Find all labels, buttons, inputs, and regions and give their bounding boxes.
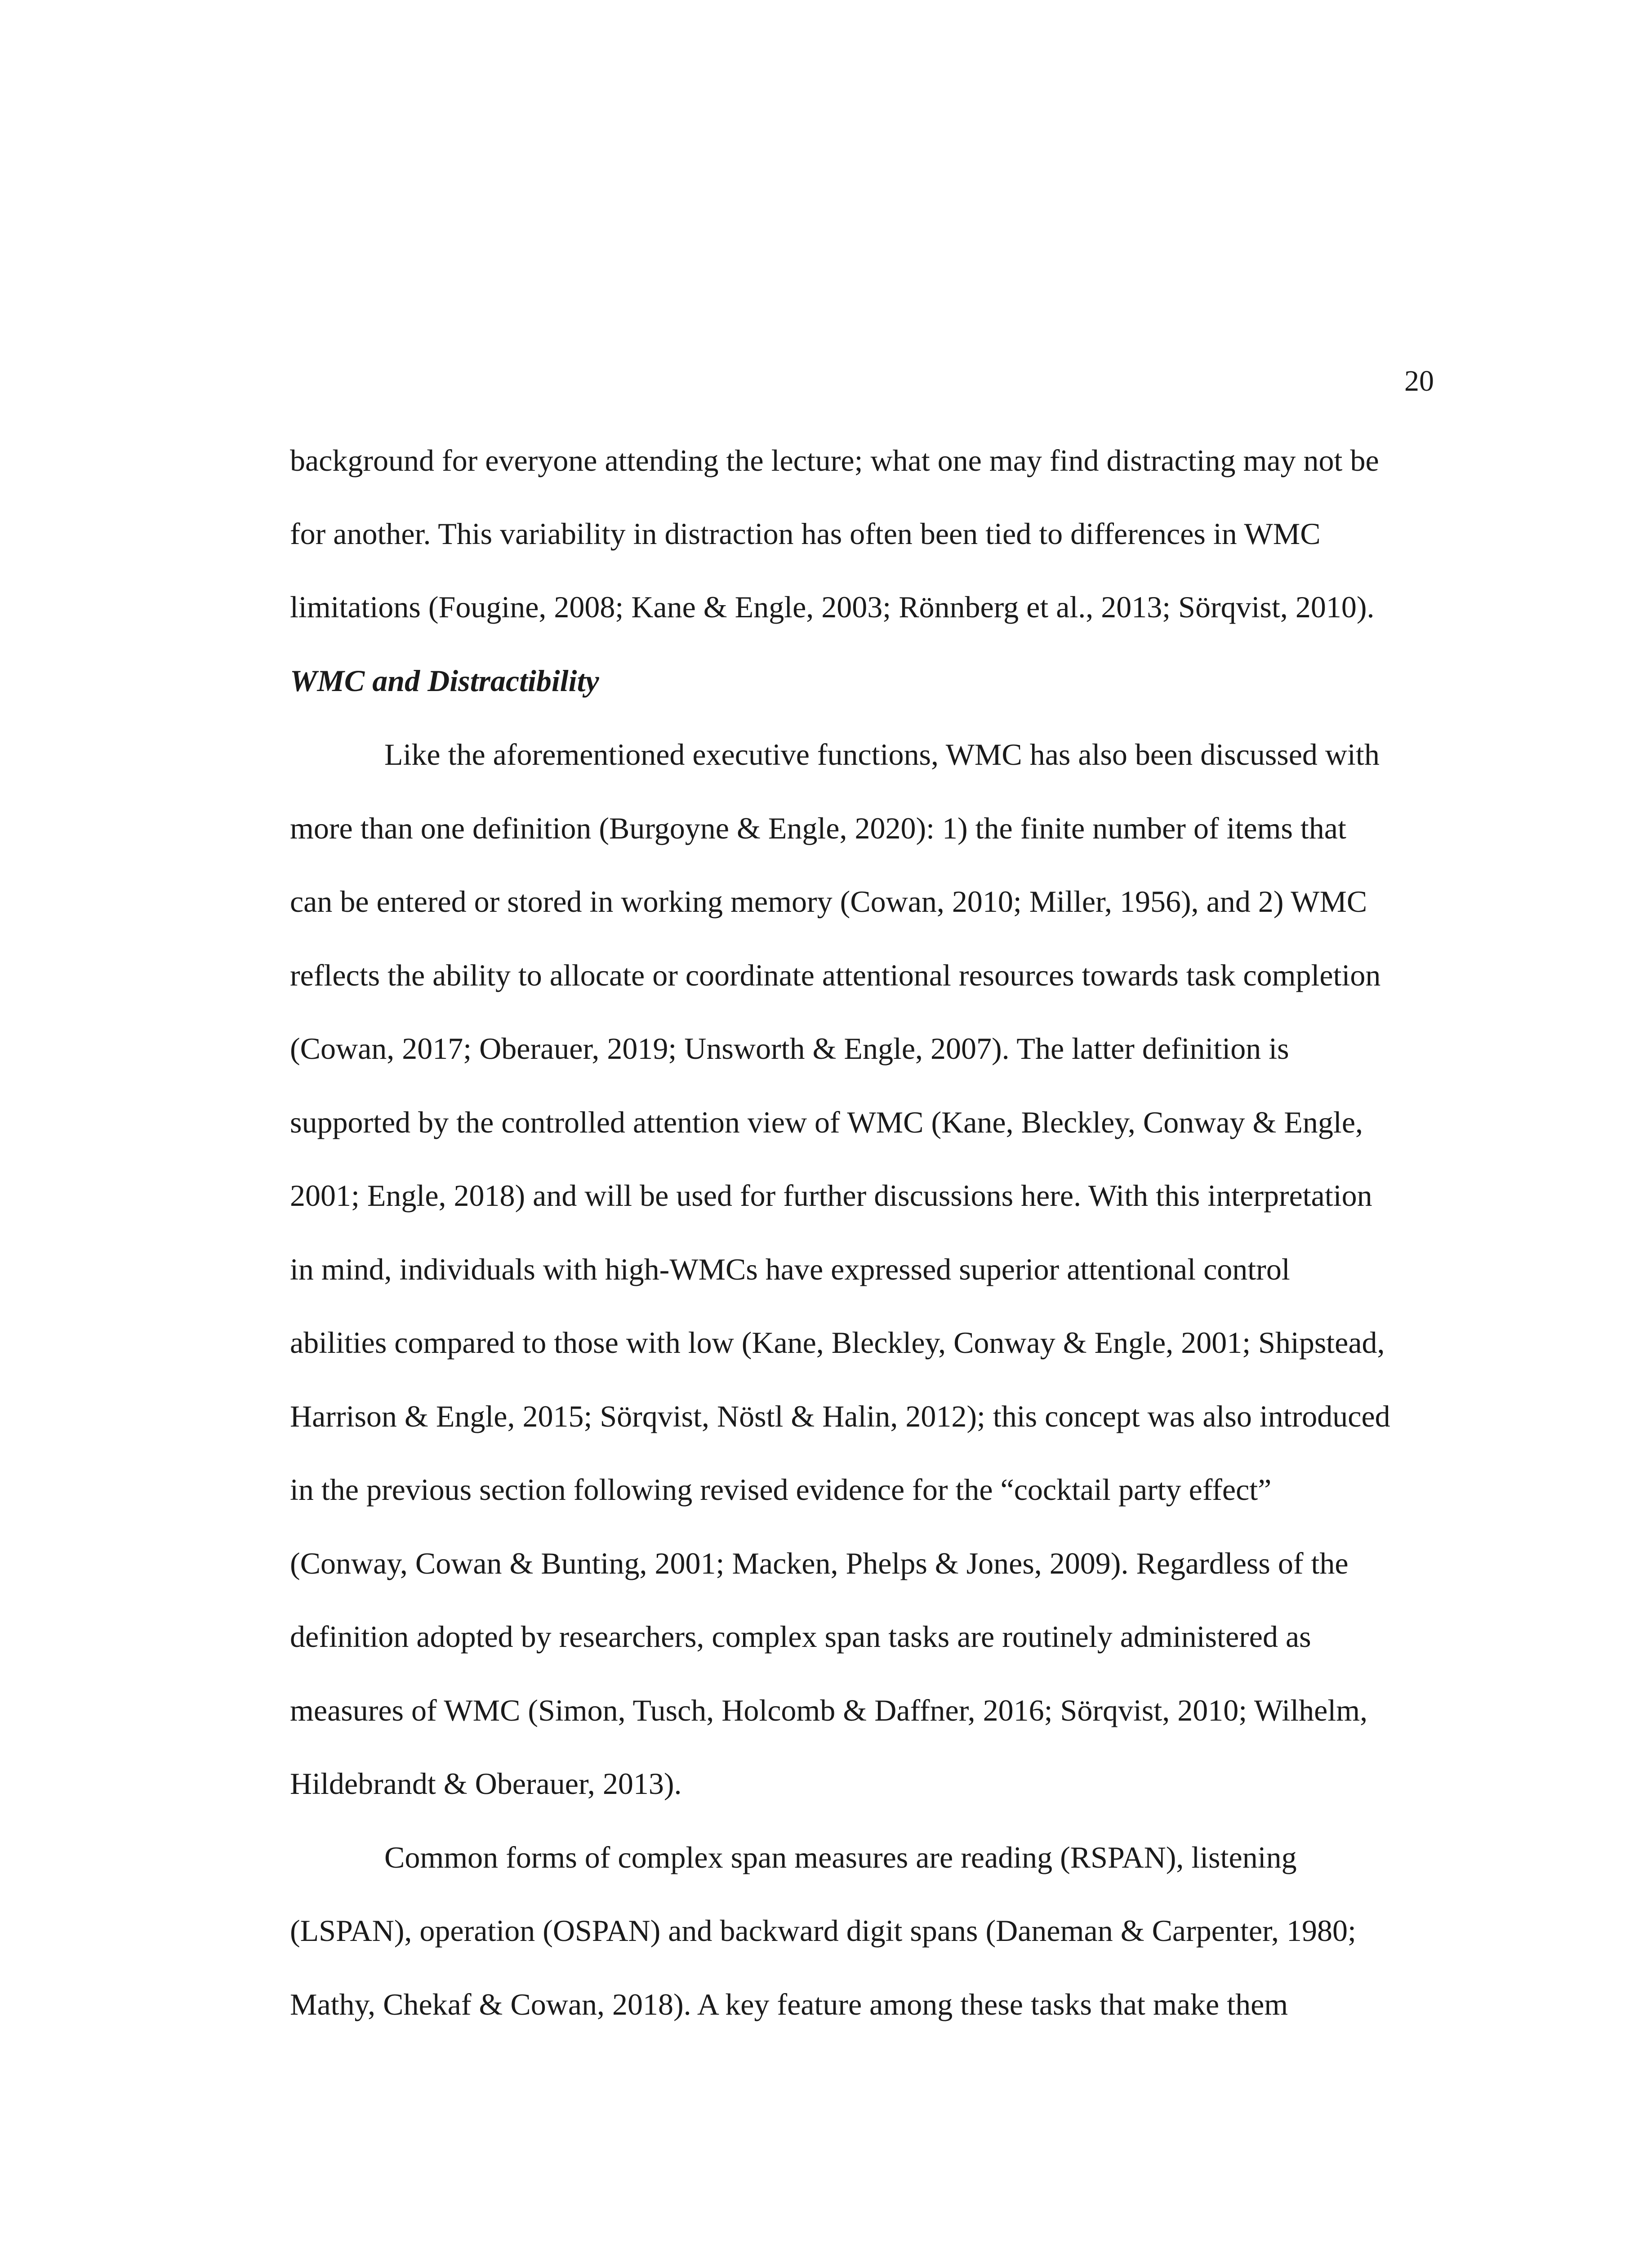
- text-line: definition adopted by researchers, complex span tasks are routinely administered as: [290, 1619, 1311, 1654]
- text-line: reflects the ability to allocate or coordinate attentional resources towards task completion: [290, 958, 1381, 992]
- text-line: background for everyone attending the lecture; what one may find distracting may not be: [290, 443, 1379, 477]
- text-line: Harrison & Engle, 2015; Sörqvist, Nöstl & Halin, 2012); this concept was also introduced: [290, 1399, 1390, 1433]
- text-line: Like the aforementioned executive functions, WMC has also been discussed with: [384, 737, 1380, 772]
- text-line: 2001; Engle, 2018) and will be used for further discussions here. With this interpretation: [290, 1178, 1372, 1213]
- text-line: measures of WMC (Simon, Tusch, Holcomb & Daffner, 2016; Sörqvist, 2010; Wilhelm,: [290, 1693, 1368, 1727]
- text-line: in the previous section following revised evidence for the “cocktail party effect”: [290, 1472, 1272, 1507]
- text-line: Mathy, Chekaf & Cowan, 2018). A key feature among these tasks that make them: [290, 1987, 1288, 2021]
- text-line: limitations (Fougine, 2008; Kane & Engle, 2003; Rönnberg et al., 2013; Sörqvist, 2010).: [290, 590, 1375, 624]
- text-line: Hildebrandt & Oberauer, 2013).: [290, 1766, 682, 1801]
- section-heading: WMC and Distractibility: [290, 664, 599, 698]
- text-line: (Cowan, 2017; Oberauer, 2019; Unsworth & Engle, 2007). The latter definition is: [290, 1031, 1289, 1066]
- text-line: for another. This variability in distraction has often been tied to differences in WMC: [290, 517, 1321, 551]
- text-line: Common forms of complex span measures are reading (RSPAN), listening: [384, 1840, 1297, 1874]
- text-line: can be entered or stored in working memory (Cowan, 2010; Miller, 1956), and 2) WMC: [290, 884, 1367, 919]
- page-number: 20: [1404, 365, 1434, 397]
- text-line: (LSPAN), operation (OSPAN) and backward digit spans (Daneman & Carpenter, 1980;: [290, 1913, 1356, 1948]
- text-line: more than one definition (Burgoyne & Engle, 2020): 1) the finite number of items that: [290, 811, 1346, 845]
- text-line: abilities compared to those with low (Kane, Bleckley, Conway & Engle, 2001; Shipstead,: [290, 1325, 1385, 1360]
- text-line: (Conway, Cowan & Bunting, 2001; Macken, Phelps & Jones, 2009). Regardless of the: [290, 1546, 1349, 1580]
- text-line: in mind, individuals with high-WMCs have expressed superior attentional control: [290, 1252, 1290, 1286]
- text-line: supported by the controlled attention view of WMC (Kane, Bleckley, Conway & Engle,: [290, 1105, 1363, 1139]
